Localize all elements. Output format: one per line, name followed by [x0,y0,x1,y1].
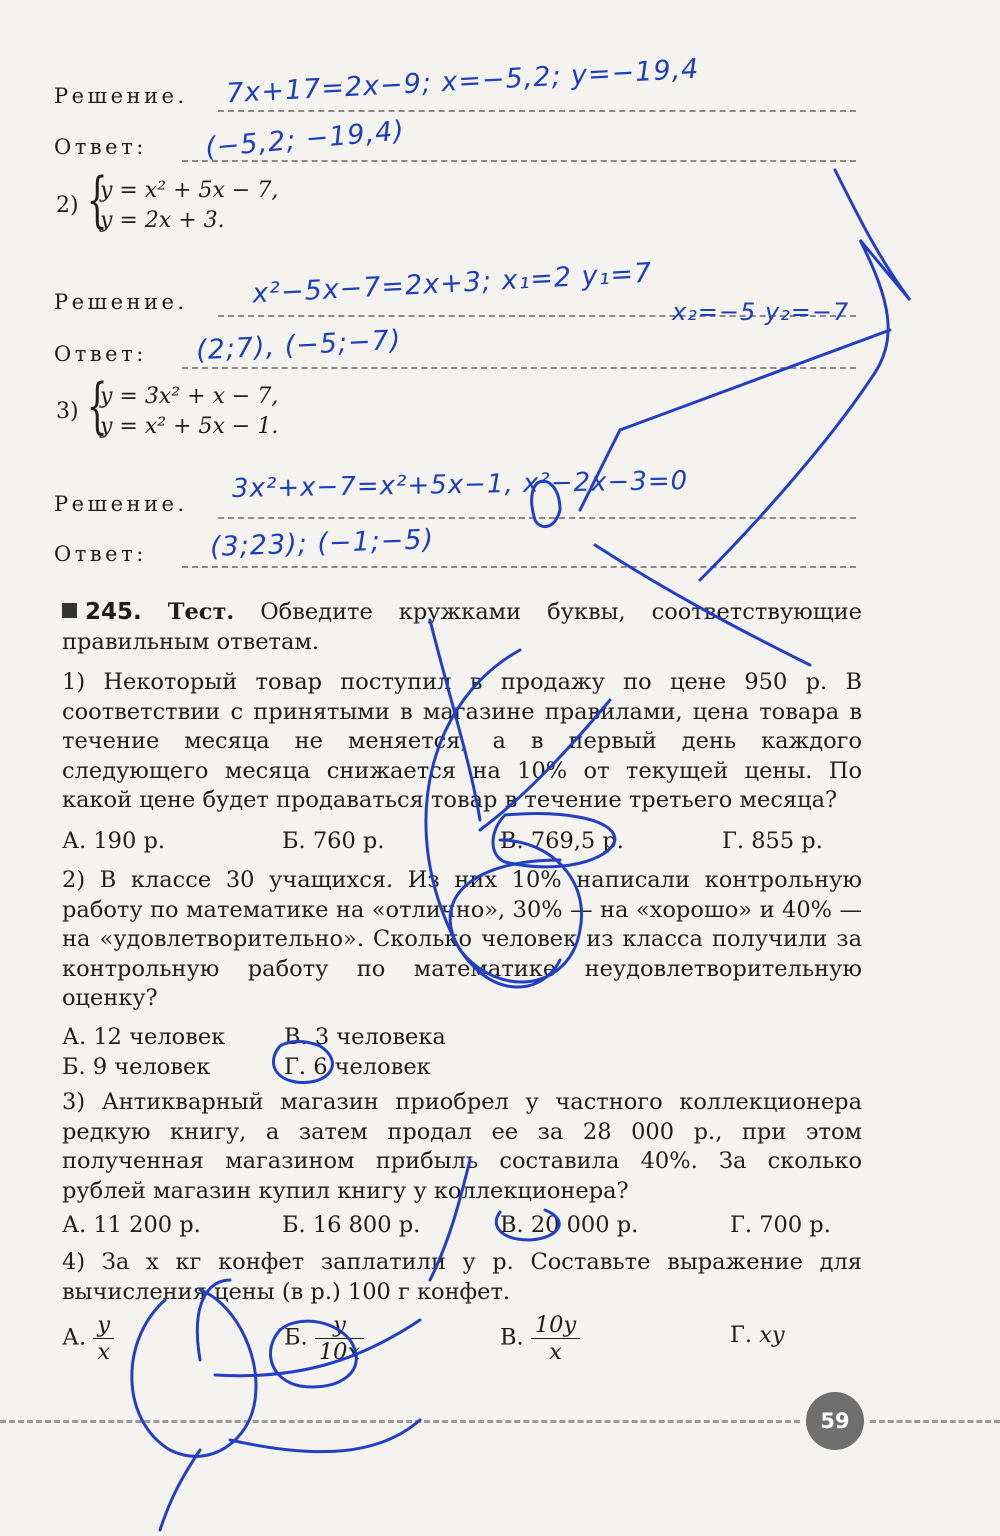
scribble-stroke [430,620,480,820]
option-letter: В. [500,1324,524,1351]
answer-label-2: Ответ: [54,342,147,366]
numerator: 10y [531,1312,580,1339]
solution-label-2: Решение. [54,290,188,314]
option-2a[interactable]: А. 12 человек [62,1024,226,1050]
question-1-text: 1) Некоторый товар поступил в продажу по цене 950 р. В соответствии с принятыми в магазине правилами, цена товара в течение месяца не меняется, а в первый день каждого следующего месяца снижается на 10% от текущей цены. По какой цене будет продаваться товар в течение третьего месяца? [62,669,862,813]
scribble-stroke [430,1160,470,1280]
option-1b[interactable]: Б. 760 р. [282,828,385,854]
option-letter: Б. [284,1324,308,1351]
numerator: y [93,1312,114,1339]
handwritten-answer-1: (−5,2; −19,4) [204,115,407,164]
denominator: 10x [318,1339,361,1365]
handwritten-solution-2b: x₂=−5 y₂=−7 [672,298,850,326]
task-number: 245. [85,599,142,625]
scribble-stroke [480,700,610,830]
task-title: Тест. [167,599,235,625]
option-2d[interactable]: Г. 6 человек [284,1054,431,1080]
equation: y = x² + 5x − 7, [100,178,279,203]
answer-circle [270,1321,356,1387]
option-1a[interactable]: А. 190 р. [62,828,165,854]
equation: y = x² + 5x − 1. [100,414,279,439]
scribble-stroke [215,1320,420,1376]
scribble-stroke [450,840,581,982]
option-letter: А. [62,1324,87,1351]
scribble-stroke [580,330,890,510]
scribble-stroke [160,1450,200,1530]
brace-icon: { [86,165,108,235]
page-number: 59 [806,1392,864,1450]
option-value: xy [759,1322,785,1348]
handwritten-solution-2: x²−5x−7=2x+3; x₁=2 y₁=7 [251,257,653,310]
handwritten-answer-3: (3;23); (−1;−5) [209,524,435,563]
denominator: x [549,1339,562,1365]
equation: y = 3x² + x − 7, [100,384,279,409]
option-3d[interactable]: Г. 700 р. [730,1212,831,1238]
brace-icon: { [86,371,108,441]
answer-label-1: Ответ: [54,135,147,159]
solution-label-1: Решение. [54,84,188,108]
option-letter: Г. [730,1322,753,1348]
option-1c[interactable]: В. 769,5 р. [500,828,624,854]
option-1d[interactable]: Г. 855 р. [722,828,823,854]
answer-label-3: Ответ: [54,542,147,566]
system-number: 3) [56,399,79,424]
scribble-stroke [230,1420,420,1452]
scribble-stroke [132,1290,256,1456]
task-text: Обведите кружками буквы, соответствующие правильным ответам. [62,599,863,655]
scribble-stroke [700,170,910,580]
question-2-text: 2) В классе 30 учащихся. Из них 10% написали контрольную работу по математике на «отлично», 30% — на «хорошо» и 40% — на «удовлетворительно». Сколько человек из класса получили за контрольную работу по математике неудовлетворительную оценку? [62,867,862,1011]
option-2c[interactable]: В. 3 человека [284,1024,446,1050]
answer-circle [273,1042,332,1083]
question-4-text: 4) За x кг конфет заплатили y р. Составьте выражение для вычисления цены (в р.) 100 г конфет. [62,1249,862,1305]
handwritten-solution-1: 7x+17=2x−9; x=−5,2; y=−19,4 [225,53,701,110]
option-3b[interactable]: Б. 16 800 р. [282,1212,421,1238]
system-number: 2) [56,193,79,218]
solution-label-3: Решение. [54,492,188,516]
answer-circle [496,1210,559,1240]
handwritten-answer-2: (2;7), (−5;−7) [195,324,403,367]
handwritten-solution-3: 3x²+x−7=x²+5x−1, x²−2x−3=0 [231,466,689,504]
numerator: y [315,1312,364,1339]
scribble-stroke [595,545,810,665]
scribble-stroke [532,481,560,526]
denominator: x [97,1339,111,1365]
option-2b[interactable]: Б. 9 человек [62,1054,211,1080]
equation: y = 2x + 3. [100,208,225,233]
option-3c[interactable]: В. 20 000 р. [500,1212,639,1238]
option-3a[interactable]: А. 11 200 р. [62,1212,201,1238]
question-3-text: 3) Антикварный магазин приобрел у частного коллекционера редкую книгу, а затем продал ее за 28 000 р., при этом полученная магазином прибыль составила 40%. За сколько рублей магазин купил книгу у коллекционера? [62,1089,862,1204]
